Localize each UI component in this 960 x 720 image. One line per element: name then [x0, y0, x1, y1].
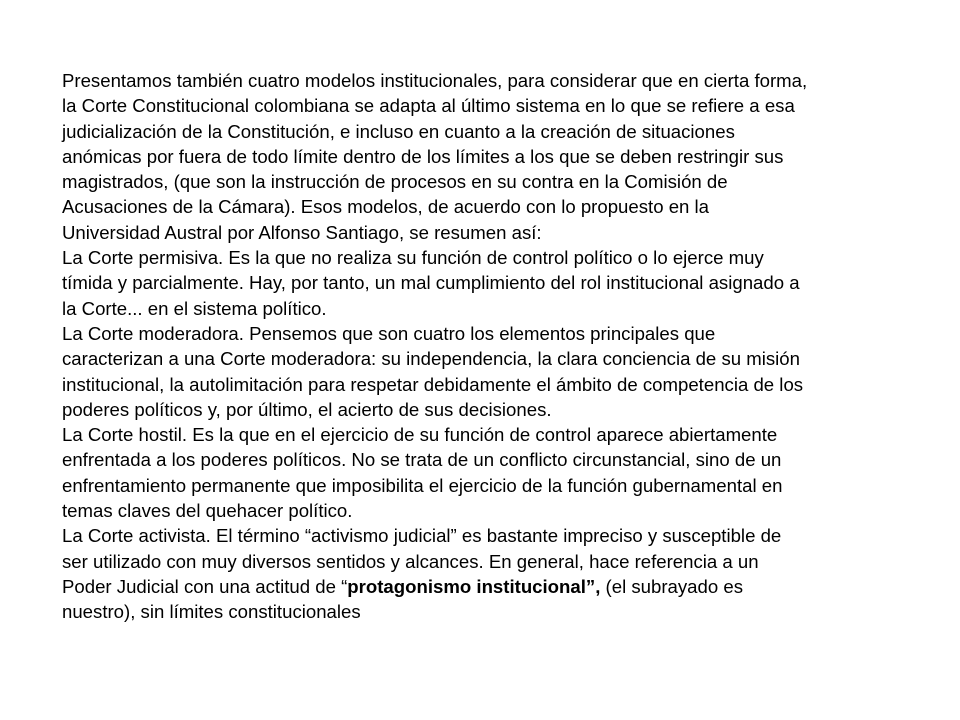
- text-line: ser utilizado con muy diversos sentidos y alcances. En general, hace referencia a un: [62, 550, 759, 572]
- text-line: enfrentamiento permanente que imposibilita el ejercicio de la función gubernamental en: [62, 474, 783, 496]
- text-line: caracterizan a una Corte moderadora: su independencia, la clara conciencia de su misión: [62, 348, 800, 370]
- text-line: la Corte Constitucional colombiana se adapta al último sistema en lo que se refiere a esa: [62, 95, 795, 117]
- text-segment: Poder Judicial con una actitud de “: [62, 575, 348, 597]
- document-body: [62, 68, 922, 625]
- text-line: Universidad Austral por Alfonso Santiago, se resumen así:: [62, 221, 542, 243]
- text-line: tímida y parcialmente. Hay, por tanto, un mal cumplimiento del rol institucional asignado a: [62, 272, 800, 294]
- text-line: institucional, la autolimitación para respetar debidamente el ámbito de competencia de los: [62, 373, 804, 395]
- text-line: Presentamos también cuatro modelos institucionales, para considerar que en cierta forma,: [62, 70, 808, 91]
- text-line: La Corte moderadora. Pensemos que son cuatro los elementos principales que: [62, 322, 716, 344]
- text-line: La Corte activista. El término “activismo judicial” es bastante impreciso y susceptible de: [62, 525, 782, 547]
- text-line: magistrados, (que son la instrucción de procesos en su contra en la Comisión de: [62, 171, 728, 193]
- text-line-mixed: [62, 574, 922, 599]
- text-line: Acusaciones de la Cámara). Esos modelos, de acuerdo con lo propuesto en la: [62, 196, 710, 218]
- text-line: poderes políticos y, por último, el acierto de sus decisiones.: [62, 398, 552, 420]
- text-segment: (el subrayado es: [600, 575, 744, 597]
- text-line: la Corte... en el sistema político.: [62, 297, 327, 319]
- text-line: enfrentada a los poderes políticos. No se trata de un conflicto circunstancial, sino de un: [62, 449, 782, 471]
- text-line: nuestro), sin límites constitucionales: [62, 601, 361, 623]
- text-line: judicialización de la Constitución, e incluso en cuanto a la creación de situaciones: [62, 120, 735, 142]
- text-line: La Corte hostil. Es la que en el ejercicio de su función de control aparece abiertamente: [62, 424, 778, 446]
- text-line: anómicas por fuera de todo límite dentro de los límites a los que se deben restringir sus: [62, 145, 784, 167]
- bold-text-segment: protagonismo institucional”,: [347, 575, 601, 597]
- text-line: La Corte permisiva. Es la que no realiza su función de control político o lo ejerce muy: [62, 247, 764, 269]
- text-line: temas claves del quehacer político.: [62, 500, 353, 522]
